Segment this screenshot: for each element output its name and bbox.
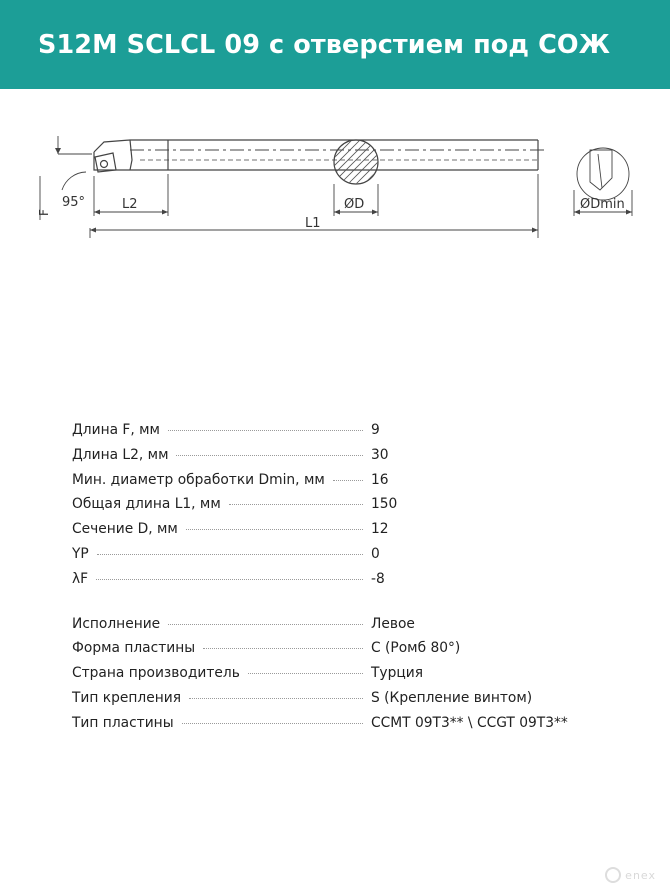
leader-dots bbox=[176, 455, 363, 456]
spec-row-l1 bbox=[72, 496, 592, 521]
spec-table bbox=[72, 422, 592, 740]
label-f: F bbox=[37, 209, 51, 216]
spec-value: 30 bbox=[371, 446, 389, 463]
spec-group-dimensions bbox=[72, 422, 592, 596]
spec-label: YP bbox=[72, 545, 89, 562]
tool-drawing-svg bbox=[0, 120, 670, 250]
insert-outline bbox=[95, 153, 116, 172]
spec-row-country bbox=[72, 665, 592, 690]
leader-dots bbox=[248, 673, 363, 674]
leader-dots bbox=[189, 698, 363, 699]
spec-label: Страна производитель bbox=[72, 665, 240, 682]
technical-drawing bbox=[0, 120, 670, 250]
spec-label: Исполнение bbox=[72, 615, 161, 632]
spec-row-insert-type bbox=[72, 715, 592, 740]
spec-value: Левое bbox=[371, 615, 415, 632]
leader-dots bbox=[96, 579, 363, 580]
spec-row-version bbox=[72, 616, 592, 641]
spec-row-yp bbox=[72, 546, 592, 571]
leader-dots bbox=[168, 430, 363, 431]
spec-value: S (Крепление винтом) bbox=[371, 689, 533, 706]
label-angle: 95° bbox=[62, 195, 86, 210]
leader-dots bbox=[229, 504, 363, 505]
leader-dots bbox=[97, 554, 363, 555]
spec-label: Тип пластины bbox=[72, 714, 174, 731]
leader-dots bbox=[182, 723, 363, 724]
spec-row-l2 bbox=[72, 447, 592, 472]
spec-label: Мин. диаметр обработки Dmin, мм bbox=[72, 471, 325, 488]
spec-value: 9 bbox=[371, 422, 380, 438]
section-circle bbox=[334, 140, 378, 184]
spec-value: CCMT 09T3** \ CCGT 09T3** bbox=[371, 714, 568, 731]
section-hatching bbox=[324, 120, 396, 186]
spec-value: Турция bbox=[371, 665, 424, 682]
spec-label: Длина F, мм bbox=[72, 422, 160, 438]
spec-row-f bbox=[72, 422, 592, 447]
logo-text: enex bbox=[625, 868, 656, 882]
spec-value: 12 bbox=[371, 521, 389, 538]
leader-dots bbox=[333, 480, 363, 481]
spec-value: C (Ромб 80°) bbox=[371, 640, 461, 657]
label-l2: L2 bbox=[122, 197, 138, 212]
leader-dots bbox=[186, 529, 363, 530]
insert-hole bbox=[101, 161, 108, 168]
spec-value: -8 bbox=[371, 570, 385, 587]
logo-icon bbox=[605, 867, 621, 883]
leader-dots bbox=[203, 648, 363, 649]
spec-row-insert-shape bbox=[72, 640, 592, 665]
label-dmin: ØDmin bbox=[580, 197, 625, 212]
leader-dots bbox=[168, 624, 363, 625]
spec-group-properties bbox=[72, 616, 592, 740]
spec-row-lambda bbox=[72, 571, 592, 596]
brand-logo bbox=[605, 867, 656, 883]
spec-value: 0 bbox=[371, 545, 380, 562]
label-l1: L1 bbox=[305, 216, 321, 231]
page-title: S12M SCLCL 09 с отверстием под СОЖ bbox=[38, 29, 611, 60]
spec-value: 150 bbox=[371, 496, 398, 513]
spec-row-d bbox=[72, 521, 592, 546]
head-inner bbox=[130, 140, 132, 170]
spec-row-clamping bbox=[72, 690, 592, 715]
spec-label: Общая длина L1, мм bbox=[72, 496, 221, 513]
spec-row-dmin bbox=[72, 472, 592, 497]
spec-label: Форма пластины bbox=[72, 640, 196, 657]
spec-label: λF bbox=[72, 570, 89, 587]
spec-label: Длина L2, мм bbox=[72, 446, 169, 463]
spec-value: 16 bbox=[371, 471, 389, 488]
label-d: ØD bbox=[344, 197, 365, 212]
page-header bbox=[0, 0, 670, 89]
spec-label: Сечение D, мм bbox=[72, 521, 178, 538]
spec-label: Тип крепления bbox=[72, 689, 181, 706]
